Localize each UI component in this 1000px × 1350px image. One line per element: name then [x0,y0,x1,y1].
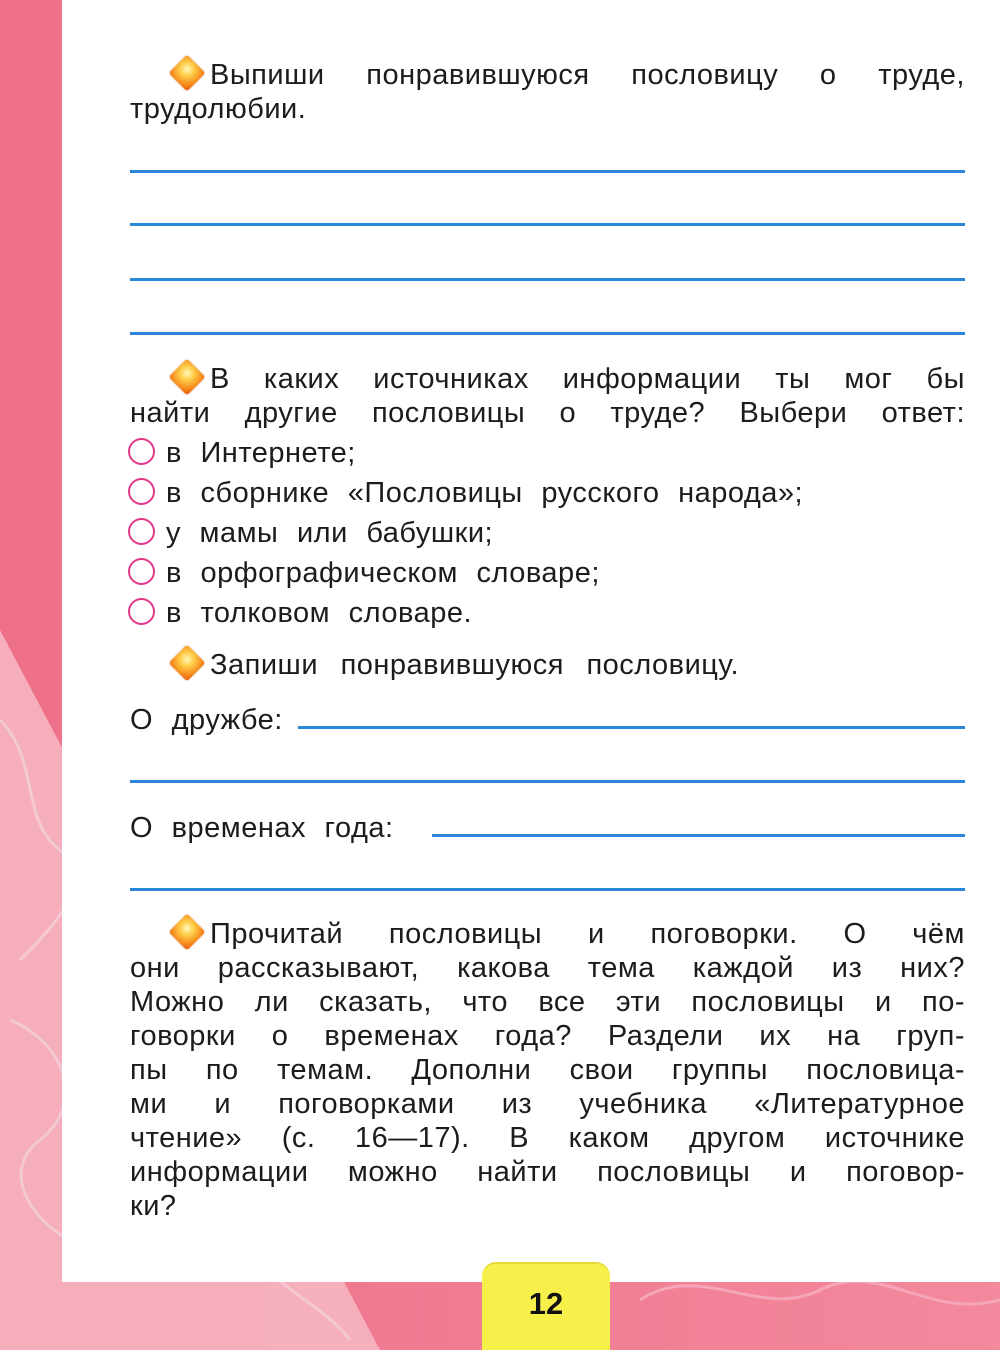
task-4-line: пы по темам. Дополни свои группы пословица- [130,1054,965,1086]
task-4 [130,917,965,1223]
page-number: 12 [528,1286,564,1321]
diamond-bullet-icon [169,914,206,951]
task-4-line: Можно ли сказать, что все эти пословицы и по- [130,986,965,1018]
seasons-answer-line[interactable] [130,888,965,891]
task-4-line: информации можно найти пословицы и поговор- [130,1156,965,1188]
task-4-line: чтение» (с. 16—17). В каком другом источнике [130,1122,965,1154]
option-radio-internet[interactable] [128,438,155,465]
friendship-label: О дружбе: [130,704,283,736]
task-4-line: они рассказывают, какова тема каждой из них? [130,952,965,984]
answer-line[interactable] [130,223,965,226]
diamond-bullet-icon [169,55,206,92]
option-label: в толковом словаре. [166,597,473,629]
task-1 [130,58,965,126]
task-2 [130,362,965,430]
answer-line[interactable] [130,278,965,281]
task-3-title: Запиши понравившуюся пословицу. [130,648,739,682]
task-4-line: Прочитай пословицы и поговорки. О чём [130,917,965,951]
option-label: в орфографическом словаре; [166,557,600,589]
task-1-line-2: трудолюбии. [130,93,307,125]
seasons-answer-line[interactable] [432,834,965,837]
diamond-bullet-icon [169,359,206,396]
option-radio-spelling-dictionary[interactable] [128,558,155,585]
task-4-line: ми и поговорками из учебника «Литературное [130,1088,965,1120]
friendship-answer-line[interactable] [298,726,965,729]
option-label: в Интернете; [166,437,356,469]
task-2-line-2: найти другие пословицы о труде? Выбери ответ: [130,397,965,429]
option-radio-collection[interactable] [128,478,155,505]
option-label: у мамы или бабушки; [166,517,494,549]
task-1-line-1: Выпиши понравившуюся пословицу о труде, [130,58,965,92]
task-4-line: ки? [130,1190,177,1222]
friendship-answer-line[interactable] [130,780,965,783]
task-4-line: говорки о временах года? Раздели их на груп- [130,1020,965,1052]
option-label: в сборнике «Пословицы русского народа»; [166,477,804,509]
option-radio-explanatory-dictionary[interactable] [128,598,155,625]
diamond-bullet-icon [169,645,206,682]
answer-line[interactable] [130,332,965,335]
answer-line[interactable] [130,170,965,173]
option-radio-family[interactable] [128,518,155,545]
seasons-label: О временах года: [130,812,394,844]
task-2-line-1: В каких источниках информации ты мог бы [130,362,965,396]
